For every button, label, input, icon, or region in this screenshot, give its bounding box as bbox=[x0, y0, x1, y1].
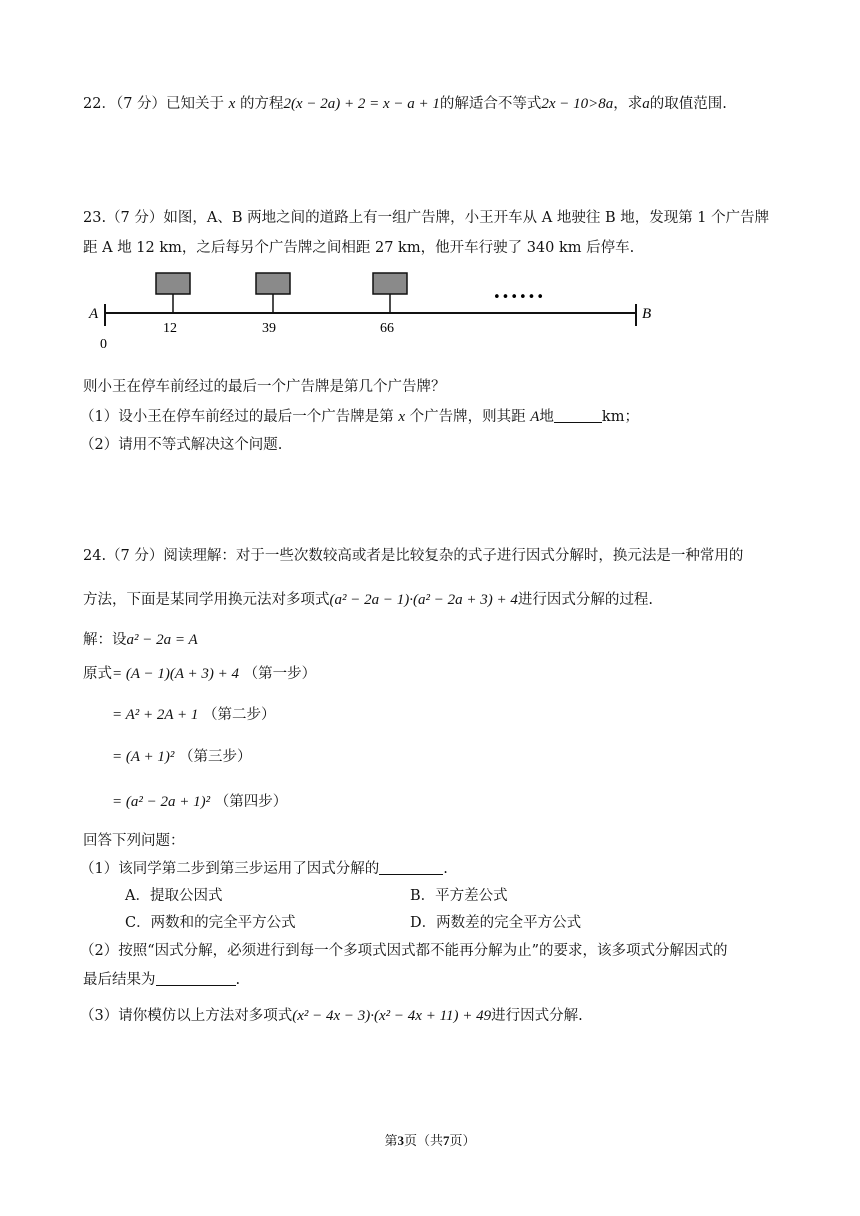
q24-part2-end: . bbox=[235, 972, 241, 988]
footer-page-number: 3 bbox=[397, 1133, 404, 1148]
q24-part2-line2 bbox=[83, 968, 240, 989]
q24-line2-text-b: 进行因式分解的过程. bbox=[517, 592, 653, 608]
q22-score: （7 分） bbox=[115, 96, 167, 112]
q24-part1 bbox=[80, 857, 448, 878]
q24-line2 bbox=[83, 588, 653, 609]
page-footer bbox=[0, 1130, 860, 1149]
q24-number: 24. bbox=[83, 548, 107, 564]
tick-label-3: 66 bbox=[380, 321, 394, 336]
q24-step2 bbox=[112, 703, 276, 724]
q24-line2-expr: (a² − 2a − 1)·(a² − 2a + 3) + 4 bbox=[329, 592, 518, 608]
q24-sol-label: 解：设 bbox=[83, 632, 127, 648]
billboard-3 bbox=[373, 273, 407, 294]
q22-inequality: 2x − 10>8a bbox=[541, 96, 614, 112]
footer-mid: 页（共 bbox=[403, 1134, 443, 1149]
q23-part1-place: A bbox=[530, 409, 540, 425]
q24-step1-note: （第一步） bbox=[243, 666, 317, 682]
q24-option-d: D．两数差的完全平方公式 bbox=[410, 915, 582, 931]
ellipsis-dots: •••••• bbox=[493, 290, 546, 305]
label-origin: 0 bbox=[100, 337, 107, 352]
q24-option-b: B．平方差公式 bbox=[410, 888, 508, 904]
billboard-diagram bbox=[83, 268, 683, 358]
q23-part1-text-a: （1）设小王在停车前经过的最后一个广告牌是第 bbox=[80, 409, 394, 425]
q23-number: 23. bbox=[83, 210, 107, 226]
q24-line2-text-a: 方法，下面是某同学用换元法对多项式 bbox=[83, 592, 330, 608]
q24-step1 bbox=[83, 662, 316, 683]
q24-line1 bbox=[83, 544, 743, 565]
q24-part2-line1: （2）按照“因式分解，必须进行到每一个多项式因式都不能再分解为止”的要求，该多项式分解因式的 bbox=[80, 943, 728, 959]
q24-step3-note: （第三步） bbox=[178, 749, 252, 765]
q22-var2: a bbox=[642, 96, 650, 112]
q23-part2: （2）请用不等式解决这个问题. bbox=[80, 437, 283, 453]
q23-text-1: 如图，A、B 两地之间的道路上有一组广告牌，小王开车从 A 地驶往 B 地，发现第 1 个广告牌 bbox=[163, 210, 770, 226]
q23-line2: 距 A 地 12 km，之后每另个广告牌之间相距 27 km，他开车行驶了 340 km 后停车. bbox=[83, 240, 635, 256]
footer-post: 页） bbox=[449, 1134, 476, 1149]
q24-step3-expr: = (A + 1)² bbox=[112, 749, 175, 765]
q24-part2-text: 最后结果为 bbox=[83, 972, 156, 988]
q24-step4-expr: = (a² − 2a + 1)² bbox=[112, 794, 211, 810]
q23-question: 则小王在停车前经过的最后一个广告牌是第几个广告牌？ bbox=[83, 379, 446, 395]
q24-step4-note: （第四步） bbox=[214, 794, 288, 810]
q23-part1-var: x bbox=[398, 409, 406, 425]
q24-part1-text: （1）该同学第二步到第三步运用了因式分解的 bbox=[80, 861, 380, 877]
q24-part3-expr: (x² − 4x − 3)·(x² − 4x + 11) + 49 bbox=[292, 1008, 492, 1024]
q23-part1 bbox=[80, 405, 639, 426]
q23-part1-text-c: 地 bbox=[539, 409, 554, 425]
q22-text-b: 的方程 bbox=[239, 96, 284, 112]
q24-step2-note: （第二步） bbox=[203, 707, 276, 723]
q24-step2-expr: = A² + 2A + 1 bbox=[112, 707, 199, 723]
billboard-2 bbox=[256, 273, 290, 294]
q22-var: x bbox=[228, 96, 236, 112]
q24-step1-expr: = (A − 1)(A + 3) + 4 bbox=[112, 666, 240, 682]
q22-text-c: 的解适合不等式 bbox=[439, 96, 542, 112]
q24-option-c: C．两数和的完全平方公式 bbox=[125, 915, 296, 931]
q24-sol-sub: a² − 2a = A bbox=[126, 632, 198, 648]
q24-step1-label: 原式 bbox=[83, 666, 112, 682]
q24-part3-text-a: （3）请你模仿以上方法对多项式 bbox=[80, 1008, 293, 1024]
q23-part1-text-d: km； bbox=[601, 409, 639, 425]
footer-total-pages: 7 bbox=[443, 1133, 450, 1148]
q22-text-e: 的取值范围. bbox=[649, 96, 727, 112]
q23-part1-text-b: 个广告牌，则其距 bbox=[409, 409, 526, 425]
q24-solution-sub bbox=[83, 628, 198, 649]
q22-line bbox=[83, 92, 727, 113]
q24-part3 bbox=[80, 1004, 583, 1025]
q23-line1 bbox=[83, 206, 769, 227]
tick-label-1: 12 bbox=[163, 321, 177, 336]
q23-part1-blank[interactable] bbox=[554, 408, 602, 423]
billboard-1 bbox=[156, 273, 190, 294]
q24-part1-end: . bbox=[443, 861, 448, 877]
q22-number: 22． bbox=[83, 96, 116, 112]
q24-text-1: 阅读理解：对于一些次数较高或者是比较复杂的式子进行因式分解时，换元法是一种常用的 bbox=[163, 548, 744, 564]
q24-part3-text-b: 进行因式分解. bbox=[491, 1008, 583, 1024]
label-a: A bbox=[89, 306, 99, 322]
footer-pre: 第 bbox=[384, 1134, 398, 1149]
q24-step3 bbox=[112, 745, 251, 766]
q24-part2-blank[interactable] bbox=[156, 971, 236, 986]
tick-label-2: 39 bbox=[262, 321, 276, 336]
label-b: B bbox=[642, 306, 652, 322]
q22-equation: 2(x − 2a) + 2 = x − a + 1 bbox=[283, 96, 440, 112]
q22-text-a: 已知关于 bbox=[166, 96, 225, 112]
q24-score: （7 分） bbox=[106, 548, 164, 564]
q23-score: （7 分） bbox=[106, 210, 164, 226]
q24-answer-intro: 回答下列问题： bbox=[83, 833, 185, 849]
billboard-figure bbox=[83, 268, 683, 358]
q24-step4 bbox=[112, 790, 287, 811]
q24-option-a: A．提取公因式 bbox=[125, 888, 223, 904]
q22-text-d: ，求 bbox=[613, 96, 643, 112]
q24-part1-blank[interactable] bbox=[379, 860, 443, 875]
